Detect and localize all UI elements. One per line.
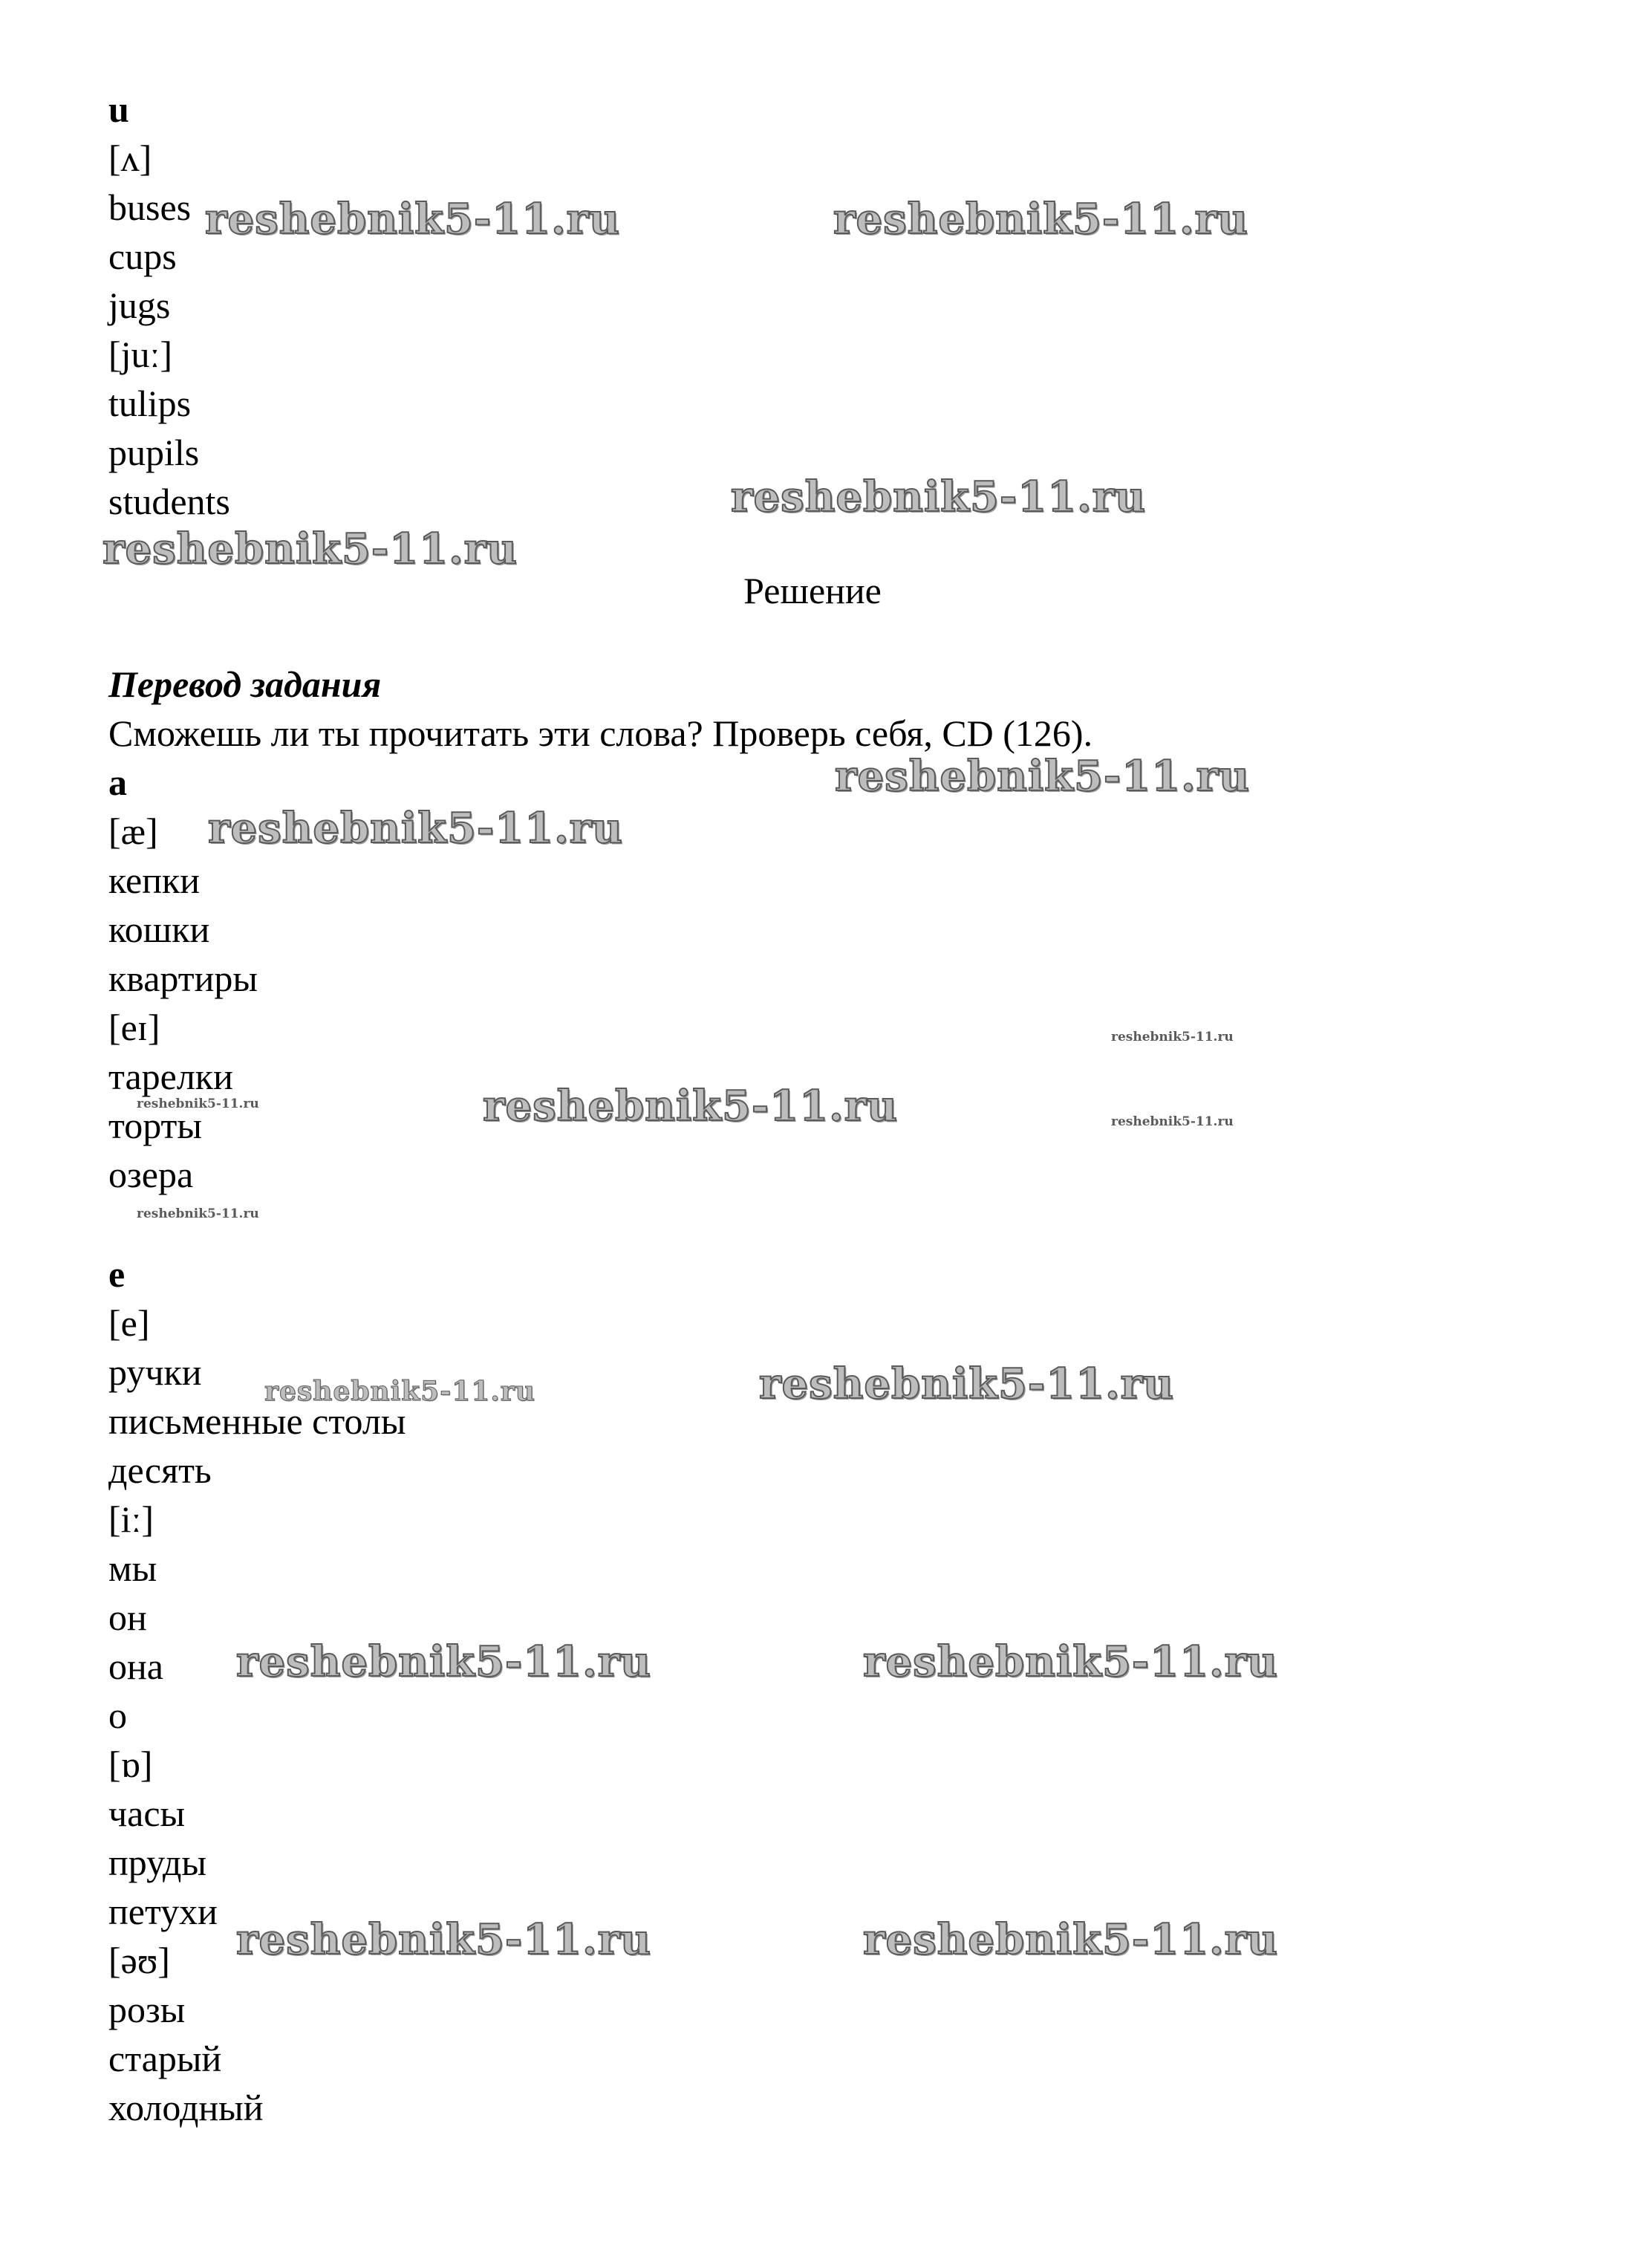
sound-label: [ɒ] <box>108 1744 153 1785</box>
word-item: холодный <box>108 2087 264 2128</box>
letter-heading-u: u <box>108 88 129 130</box>
word-item: десять <box>108 1449 212 1491</box>
word-item: пруды <box>108 1842 206 1883</box>
watermark: reshebnik5-11.ru <box>236 1637 651 1686</box>
word-item: он <box>108 1596 147 1638</box>
sound-label: [əʊ] <box>108 1940 170 1981</box>
watermark: reshebnik5-11.ru <box>863 1915 1278 1964</box>
watermark: reshebnik5-11.ru <box>137 1206 259 1221</box>
word-item: кошки <box>108 909 210 950</box>
watermark: reshebnik5-11.ru <box>835 752 1250 801</box>
sound-label: [ʌ] <box>108 137 152 179</box>
watermark: reshebnik5-11.ru <box>208 804 623 853</box>
word-item: tulips <box>108 383 192 424</box>
word-item: тарелки <box>108 1056 233 1097</box>
sound-label: [æ] <box>108 810 158 852</box>
watermark: reshebnik5-11.ru <box>863 1637 1278 1686</box>
watermark: reshebnik5-11.ru <box>264 1376 535 1407</box>
sound-label: [iː] <box>108 1498 154 1540</box>
letter-heading-e: e <box>108 1253 126 1295</box>
watermark: reshebnik5-11.ru <box>731 472 1146 521</box>
watermark: reshebnik5-11.ru <box>236 1915 651 1964</box>
word-item: students <box>108 481 230 522</box>
word-item: кепки <box>108 860 201 901</box>
word-item: buses <box>108 186 192 228</box>
letter-heading-a: a <box>108 761 127 803</box>
word-item: торты <box>108 1105 202 1146</box>
word-item: старый <box>108 2038 222 2079</box>
watermark: reshebnik5-11.ru <box>1111 1114 1234 1129</box>
sound-label: [juː] <box>108 334 173 375</box>
word-item: ручки <box>108 1351 202 1393</box>
translation-instruction: Сможешь ли ты прочитать эти слова? Проверь себя, CD (126). <box>108 712 1093 754</box>
word-item: pupils <box>108 432 200 473</box>
letter-heading-o: о <box>108 1694 127 1736</box>
watermark: reshebnik5-11.ru <box>483 1082 898 1131</box>
word-item: мы <box>108 1547 157 1589</box>
watermark: reshebnik5-11.ru <box>137 1096 259 1111</box>
solution-label: Решение <box>743 570 882 611</box>
watermark: reshebnik5-11.ru <box>833 195 1248 244</box>
sound-label: [eɪ] <box>108 1007 160 1048</box>
word-item: она <box>108 1645 163 1687</box>
watermark: reshebnik5-11.ru <box>1111 1030 1234 1044</box>
word-item: письменные столы <box>108 1400 406 1442</box>
watermark: reshebnik5-11.ru <box>205 195 620 244</box>
word-item: квартиры <box>108 958 258 999</box>
watermark: reshebnik5-11.ru <box>759 1359 1174 1408</box>
watermark: reshebnik5-11.ru <box>102 524 518 574</box>
word-item: розы <box>108 1989 186 2030</box>
word-item: озера <box>108 1154 194 1195</box>
word-item: петухи <box>108 1891 218 1932</box>
sound-label: [e] <box>108 1302 150 1344</box>
word-item: cups <box>108 235 177 277</box>
word-item: jugs <box>108 285 171 326</box>
word-item: часы <box>108 1793 186 1834</box>
translation-heading: Перевод задания <box>108 663 382 705</box>
